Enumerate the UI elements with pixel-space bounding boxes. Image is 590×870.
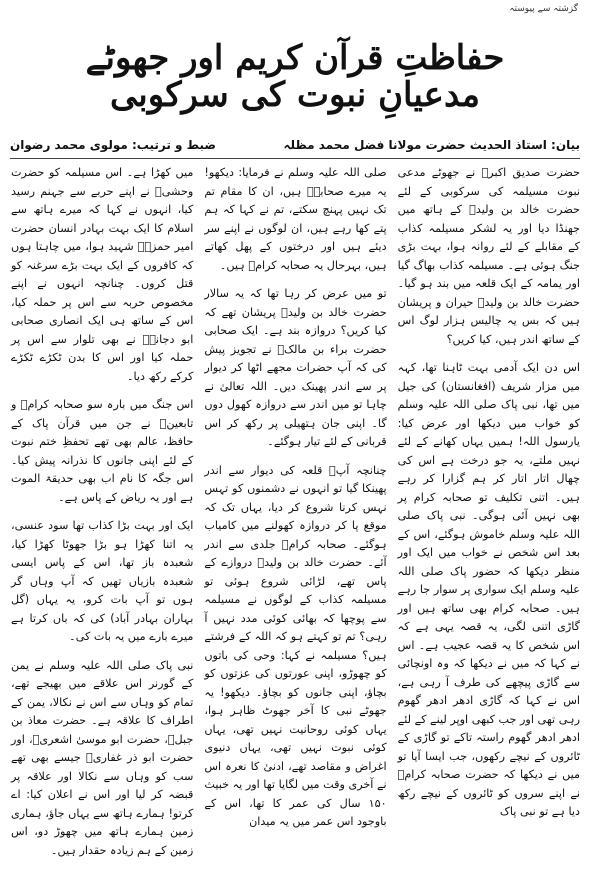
paragraph: میں کھڑا ہے۔ اس مسیلمہ کو حضرت وحشیؓ نے اپنے حربے سے جہنم رسید کیا، انہوں نے کہا کہ میرے ہاتھ سے اسلام کا ایک بہت بہادر انسان حضرت امیر حمزہؓ شہید ہوا، میں چاہتا ہوں کہ کافروں کے ایک بہت بڑے سرغنہ کو قتل کروں۔ چنانچہ انہوں نے اپنے مخصوص حربہ سے اس پر حملہ کیا، اس کے ساتھ ہی ایک انصاری صحابی ابو دجانہؓ نے بھی تلوار سے اس پر حملہ کیا اور اس کا بدن ٹکڑے ٹکڑے کرکے رکھ دیا۔ (11, 166, 194, 383)
paragraph: حضرت صدیق اکبرؓ نے جھوٹے مدعی نبوت مسیلمہ کی سرکوبی کے لئے حضرت خالد بن ولیدؓ کے ہاتھ میں جھنڈا دیا اور یہ لشکر مسیلمہ کذاب کے مقابلے کے لئے روانہ ہوا، بہت بڑی جنگ ہوئی ہے۔ مسیلمہ کذاب بھاگ گیا اور یمامہ کے ایک قلعہ میں بند ہو گیا۔ حضرت خالد بن ولیدؓ حیران و پریشان ہیں کہ بس یہ چالیس ہزار لوگ اس کے ساتھ اندر ہیں، کیا کریں؟ (397, 166, 580, 346)
paragraph: صلی اللہ علیہ وسلم نے فرمایا: دیکھو! یہ میرے صحابہؓ ہیں، ان کا مقام تم تک نہیں پہنچ سکتے، تم نے کہا کہ ہم پتے کھا رہے ہیں، ان لوگوں نے اپنے سر دیئے ہیں اور درختوں کے پھل کھاتے ہیں، بہرحال یہ صحابہ کرامؓ ہیں۔ (204, 166, 387, 272)
column-left (10, 164, 193, 870)
paragraph: اس جنگ میں بارہ سو صحابہ کرامؓ و تابعینؒ نے جن میں قرآن پاک کے حافظ، عالم بھی تھے تحفظِ ختم نبوت کے لئے اپنی جانوں کا نذرانہ پیش کیا۔ اس جگہ کا نام اب بھی حدیقۃ الموت ہے اور یہ ریاض کے پاس ہے۔ (11, 398, 194, 504)
paragraph: تو میں عرض کر رہا تھا کہ یہ سالار حضرت خالد بن ولیدؓ پریشان تھے کہ کیا کریں؟ دروازہ بند ہے۔ ایک صحابی حضرت براء بن مالکؓ نے تجویز پیش کی کہ آپ حضرات مجھے اٹھا کر دیوار پر سے اندر پھینک دیں۔ اللہ تعالیٰ نے چاہا تو میں اندر سے دروازہ کھول دوں گا۔ اپنی جان ہتھیلی پر رکھ کر اس قربانی کے لئے تیار ہوگئے۔ (204, 287, 387, 448)
paragraph: چنانچہ آپؓ قلعہ کی دیوار سے اندر پھینکا گیا تو انہوں نے دشمنوں کو تہس نہس کرنا شروع کر دیا، یہاں تک کہ موقع پا کر دروازہ کھولنے میں کامیاب ہوگئے۔ صحابہ کرامؓ جلدی سے اندر آئے۔ حضرت خالد بن ولیدؓ دروازے کے پاس تھے، لڑائی شروع ہوئی تو مسیلمہ کذاب کے لوگوں نے مسیلمہ سے پوچھا کہ بھائی کوئی مدد نہیں آ رہی؟ تم تو کہتے ہو کہ اللہ کے فرشتے ہیں؟ مسیلمہ نے کہا: وحی کی باتوں کو چھوڑو، اپنی عورتوں کی عزتوں کو بچاؤ، اپنی جانوں کو بچاؤ۔ دیکھو! یہ جھوٹے نبی کا آخر جھوٹ ظاہر ہوا، یہاں کوئی روحانیت نہیں تھی، یہاں کوئی نبوت نہیں تھی، یہاں دنیوی اغراض و مقاصد تھے، ادنیٰ کا نعرہ اس نے آخری وقت میں لگایا تھا اور یہ خبیث ۱۵۰ سال کی عمر کا تھا، اس کے باوجود اس عمر میں یہ میدان (204, 463, 387, 828)
column-right (397, 164, 580, 870)
speaker-credit: بیان: استاذ الحدیث حضرت مولانا فضل محمد مظلہ (283, 138, 580, 152)
paragraph: نبی پاک صلی اللہ علیہ وسلم نے یمن کے گورنر اس علاقے میں بھیجے تھے، تمام کو وہاں سے اس نے نکالا، یمن کے اطراف کا علاقہ ہے۔ حضرت معاذ بن جبلؓ، حضرت ابو موسیٰ اشعریؓ، اور حضرت ابو ذر غفاریؓ جیسے بھی تھے سب کو وہاں سے نکالا اور علاقہ پر قبضہ کر لیا اور اس نے اعلان کیا: اے کرتو! ہمارے ہاتھ سے یہاں جاؤ، ہماری زمین ہمارے ہاتھ میں چھوڑ دو، اس زمین کے ہم زیادہ حقدار ہیں۔ (11, 658, 194, 857)
article-body (10, 164, 580, 857)
paragraph: ایک اور بہت بڑا کذاب تھا سود عنسی، یہ اتنا کھڑا ہو بڑا جھوٹا کھڑا کیا، شعبدہ باز تھا، اس کے پاس ایسی شعبدہ بازیاں تھیں کہ آپ وہاں گر ہوں تو آپ بات کرو، یہ یہاں (گل بہاران بہادر آباد) کی کہ باں کرتا ہے میرے بارے میں یہ بات کی۔ (11, 519, 194, 643)
article-title: حفاظتِ قرآن کریم اور جھوٹے مدعیانِ نبوت کی سرکوبی (85, 38, 505, 116)
continued-note: گزشتہ سے پیوستہ (509, 4, 578, 14)
header-divider (10, 158, 580, 159)
column-middle (203, 164, 386, 870)
compiler-credit: ضبط و ترتیب: مولوی محمد رضوان (10, 138, 216, 152)
byline (10, 136, 580, 154)
paragraph: اس دن ایک آدمی بہت ٹاہنا تھا، کہہ میں مزار شریف (افغانستان) کی جیل میں تھا، نبی پاک صلی اللہ علیہ وسلم کو خواب میں دیکھا اور عرض کیا: یارسول اللہ! ہمیں یہاں کھانے کے لئے نہیں ملتے، یہ جو درخت ہے اس کی چھال اتار اتار کر ہم گزارا کر رہے ہیں۔ اتنی تکلیف تو صحابہ کرام پر بھی نہیں آئی ہوگی۔ نبی پاک صلی اللہ علیہ وسلم خاموش ہوگئے، اس کے بعد اس شخص نے خواب میں ایک اور منظر دیکھا کہ حضور پاک صلی اللہ علیہ وسلم ایک سواری پر سوار جا رہے ہیں۔ صحابہ کرام بھی ساتھ ہیں اور گاڑی اتنی لگی، یہ قصہ یہی ہے کہ اس شخص کا یہ قصہ عجیب ہے۔ اس نے کہا کہ میں نے دیکھا کہ وہ اونچائی سے گاڑی پیچھے کی طرف آ رہی ہے، اس نے کہا کہ گاڑی ادھر ادھر گھوم رہی تھی اور جب کبھی اوپر لینے کے لئے ادھر ادھر گھوم راستہ تاکے تو گاڑی کے ٹائروں کے نیچے رکھوں، جب ایسا آیا تو میں نے دیکھا کہ حضرت صحابہ کرامؓ نے اپنے سروں کو ٹائروں کے نیچے رکھ دیا ہے تو نبی پاک (397, 361, 580, 818)
